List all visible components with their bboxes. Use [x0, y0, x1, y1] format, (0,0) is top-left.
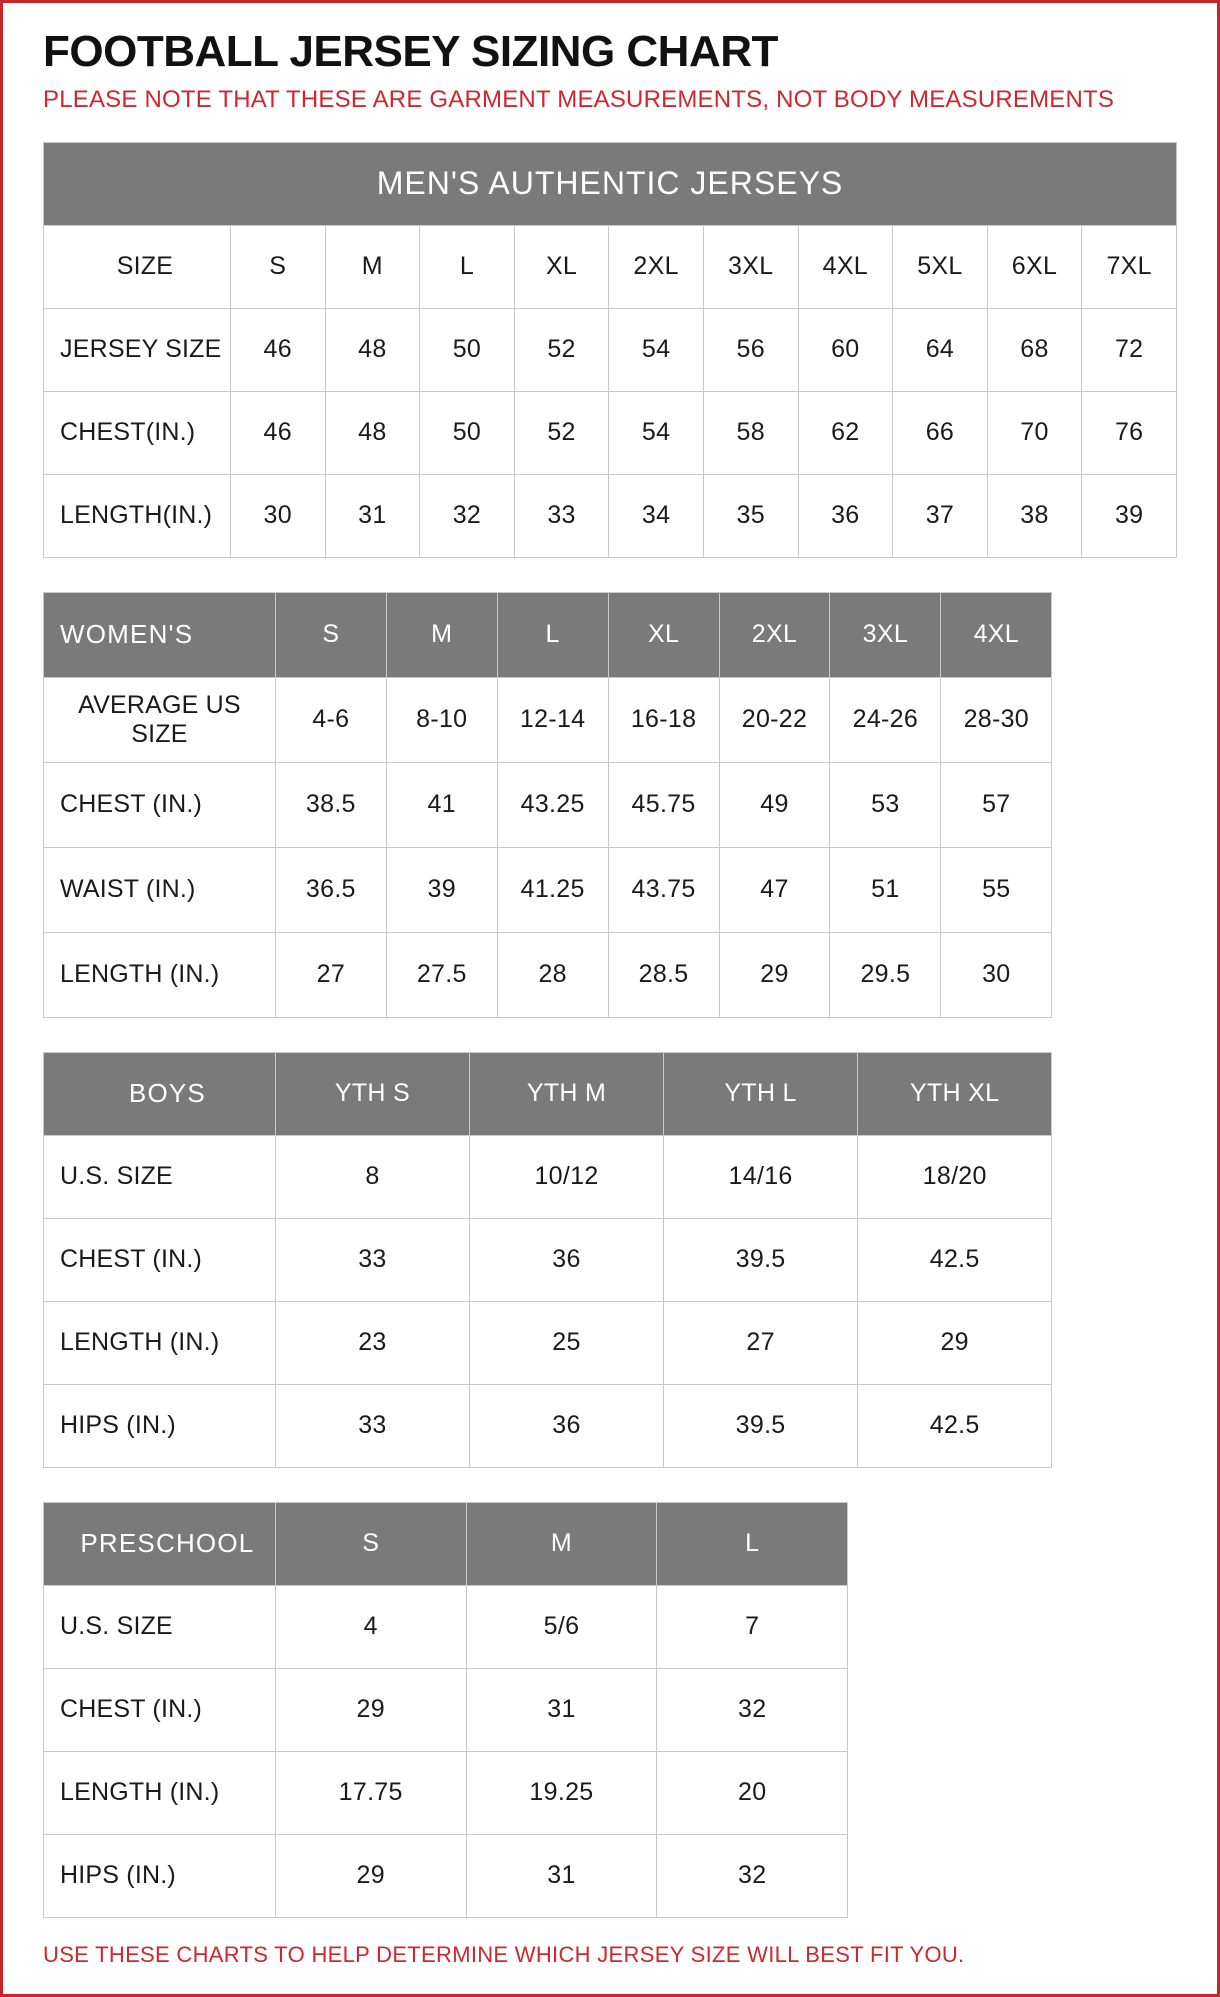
cell: 54: [609, 391, 704, 474]
table-row: [44, 1301, 1052, 1384]
cell: 38: [987, 474, 1082, 557]
cell: 20-22: [719, 677, 830, 762]
preschool-size-L: L: [657, 1502, 848, 1585]
cell: 56: [703, 308, 798, 391]
preschool-row-label: HIPS (IN.): [44, 1834, 276, 1917]
womens-size-3XL: 3XL: [830, 592, 941, 677]
cell: 28.5: [608, 932, 719, 1017]
cell: 35: [703, 474, 798, 557]
cell: 34: [609, 474, 704, 557]
cell: 29: [275, 1668, 466, 1751]
boys-size-yth-s: YTH S: [275, 1052, 469, 1135]
boys-size-yth-m: YTH M: [469, 1052, 663, 1135]
cell: 55: [941, 847, 1052, 932]
cell: 51: [830, 847, 941, 932]
boys-table-header: BOYS: [44, 1052, 276, 1135]
preschool-row-label: LENGTH (IN.): [44, 1751, 276, 1834]
boys-row-label: CHEST (IN.): [44, 1218, 276, 1301]
measurement-disclaimer: PLEASE NOTE THAT THESE ARE GARMENT MEASUREMENTS, NOT BODY MEASUREMENTS: [43, 86, 1115, 114]
page-title: FOOTBALL JERSEY SIZING CHART: [43, 27, 778, 76]
cell: 62: [798, 391, 893, 474]
cell: 33: [514, 474, 609, 557]
table-row: [44, 1384, 1052, 1467]
preschool-size-S: S: [275, 1502, 466, 1585]
mens-size-M: M: [325, 225, 420, 308]
womens-size-4XL: 4XL: [941, 592, 1052, 677]
table-row: [44, 1585, 848, 1668]
table-row: [44, 1751, 848, 1834]
mens-size-6XL: 6XL: [987, 225, 1082, 308]
table-row: [44, 225, 1177, 308]
cell: 66: [893, 391, 988, 474]
cell: 19.25: [466, 1751, 657, 1834]
table-row: [44, 1502, 848, 1585]
cell: 18/20: [858, 1135, 1052, 1218]
table-row: [44, 1135, 1052, 1218]
table-row: [44, 1668, 848, 1751]
preschool-row-label: CHEST (IN.): [44, 1668, 276, 1751]
cell: 29.5: [830, 932, 941, 1017]
cell: 76: [1082, 391, 1177, 474]
table-row: [44, 474, 1177, 557]
cell: 36: [798, 474, 893, 557]
cell: 42.5: [858, 1218, 1052, 1301]
cell: 52: [514, 391, 609, 474]
mens-size-S: S: [230, 225, 325, 308]
table-row: [44, 932, 1052, 1017]
cell: 25: [469, 1301, 663, 1384]
cell: 36: [469, 1384, 663, 1467]
table-row: [44, 1834, 848, 1917]
cell: 38.5: [275, 762, 386, 847]
cell: 47: [719, 847, 830, 932]
table-row: [44, 847, 1052, 932]
boys-size-yth-xl: YTH XL: [858, 1052, 1052, 1135]
cell: 33: [275, 1384, 469, 1467]
cell: 64: [893, 308, 988, 391]
cell: 17.75: [275, 1751, 466, 1834]
womens-row-label: CHEST (IN.): [44, 762, 276, 847]
cell: 29: [858, 1301, 1052, 1384]
mens-size-2XL: 2XL: [609, 225, 704, 308]
cell: 39.5: [664, 1218, 858, 1301]
cell: 36: [469, 1218, 663, 1301]
cell: 14/16: [664, 1135, 858, 1218]
cell: 57: [941, 762, 1052, 847]
mens-row-label: LENGTH(IN.): [44, 474, 231, 557]
cell: 53: [830, 762, 941, 847]
boys-sizing-table: [43, 1052, 1052, 1468]
cell: 30: [941, 932, 1052, 1017]
cell: 43.25: [497, 762, 608, 847]
mens-size-L: L: [420, 225, 515, 308]
cell: 28-30: [941, 677, 1052, 762]
cell: 8: [275, 1135, 469, 1218]
cell: 4: [275, 1585, 466, 1668]
preschool-sizing-table: [43, 1502, 848, 1918]
table-row: [44, 1052, 1052, 1135]
boys-row-label: LENGTH (IN.): [44, 1301, 276, 1384]
womens-sizing-table: [43, 592, 1052, 1018]
cell: 7: [657, 1585, 848, 1668]
mens-size-3XL: 3XL: [703, 225, 798, 308]
womens-row-label: WAIST (IN.): [44, 847, 276, 932]
cell: 20: [657, 1751, 848, 1834]
cell: 31: [466, 1668, 657, 1751]
cell: 29: [719, 932, 830, 1017]
womens-size-XL: XL: [608, 592, 719, 677]
table-row: [44, 592, 1052, 677]
cell: 27: [275, 932, 386, 1017]
mens-size-header: SIZE: [44, 225, 231, 308]
sizing-chart-page: [3, 3, 1217, 1994]
boys-row-label: U.S. SIZE: [44, 1135, 276, 1218]
cell: 46: [230, 391, 325, 474]
table-row: [44, 391, 1177, 474]
footer-note: USE THESE CHARTS TO HELP DETERMINE WHICH JERSEY SIZE WILL BEST FIT YOU.: [43, 1941, 965, 1967]
mens-row-label: JERSEY SIZE: [44, 308, 231, 391]
boys-row-label: HIPS (IN.): [44, 1384, 276, 1467]
cell: 33: [275, 1218, 469, 1301]
cell: 27: [664, 1301, 858, 1384]
cell: 50: [420, 308, 515, 391]
cell: 58: [703, 391, 798, 474]
preschool-row-label: U.S. SIZE: [44, 1585, 276, 1668]
cell: 70: [987, 391, 1082, 474]
cell: 45.75: [608, 762, 719, 847]
cell: 49: [719, 762, 830, 847]
cell: 31: [466, 1834, 657, 1917]
cell: 60: [798, 308, 893, 391]
mens-table-title: MEN'S AUTHENTIC JERSEYS: [44, 142, 1177, 225]
cell: 24-26: [830, 677, 941, 762]
cell: 42.5: [858, 1384, 1052, 1467]
cell: 43.75: [608, 847, 719, 932]
cell: 46: [230, 308, 325, 391]
mens-row-label: CHEST(IN.): [44, 391, 231, 474]
cell: 41: [386, 762, 497, 847]
cell: 5/6: [466, 1585, 657, 1668]
mens-size-XL: XL: [514, 225, 609, 308]
cell: 4-6: [275, 677, 386, 762]
womens-row-label: AVERAGE US SIZE: [44, 677, 276, 762]
cell: 31: [325, 474, 420, 557]
table-row: [44, 677, 1052, 762]
table-row: [44, 142, 1177, 225]
womens-table-header: WOMEN'S: [44, 592, 276, 677]
table-row: [44, 308, 1177, 391]
cell: 54: [609, 308, 704, 391]
womens-size-L: L: [497, 592, 608, 677]
cell: 12-14: [497, 677, 608, 762]
cell: 32: [420, 474, 515, 557]
mens-size-7XL: 7XL: [1082, 225, 1177, 308]
cell: 72: [1082, 308, 1177, 391]
preschool-size-M: M: [466, 1502, 657, 1585]
cell: 23: [275, 1301, 469, 1384]
womens-size-M: M: [386, 592, 497, 677]
cell: 37: [893, 474, 988, 557]
cell: 68: [987, 308, 1082, 391]
mens-size-5XL: 5XL: [893, 225, 988, 308]
cell: 39: [1082, 474, 1177, 557]
cell: 32: [657, 1834, 848, 1917]
cell: 39: [386, 847, 497, 932]
cell: 32: [657, 1668, 848, 1751]
cell: 39.5: [664, 1384, 858, 1467]
cell: 10/12: [469, 1135, 663, 1218]
cell: 29: [275, 1834, 466, 1917]
preschool-table-header: PRESCHOOL: [44, 1502, 276, 1585]
mens-sizing-table: [43, 142, 1177, 558]
cell: 8-10: [386, 677, 497, 762]
womens-size-2XL: 2XL: [719, 592, 830, 677]
cell: 48: [325, 308, 420, 391]
table-row: [44, 762, 1052, 847]
cell: 52: [514, 308, 609, 391]
cell: 50: [420, 391, 515, 474]
cell: 28: [497, 932, 608, 1017]
cell: 41.25: [497, 847, 608, 932]
cell: 27.5: [386, 932, 497, 1017]
cell: 30: [230, 474, 325, 557]
womens-row-label: LENGTH (IN.): [44, 932, 276, 1017]
cell: 36.5: [275, 847, 386, 932]
table-row: [44, 1218, 1052, 1301]
mens-size-4XL: 4XL: [798, 225, 893, 308]
boys-size-yth-l: YTH L: [664, 1052, 858, 1135]
cell: 48: [325, 391, 420, 474]
cell: 16-18: [608, 677, 719, 762]
womens-size-S: S: [275, 592, 386, 677]
